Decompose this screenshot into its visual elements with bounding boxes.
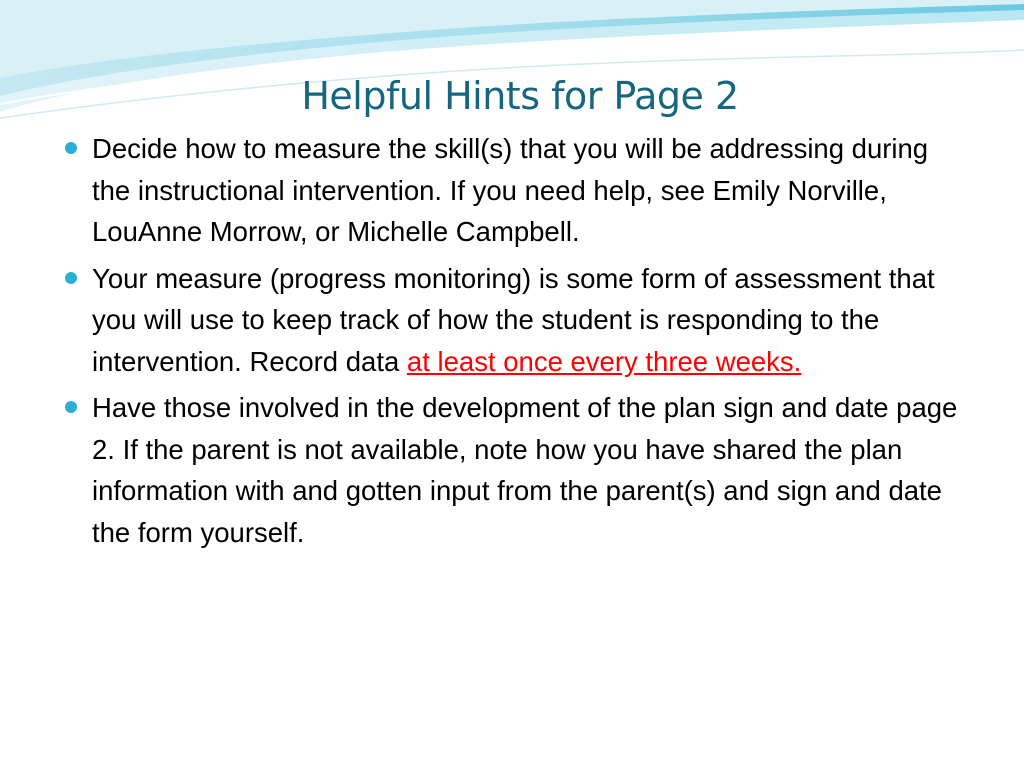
slide-title: Helpful Hints for Page 2 <box>301 74 739 118</box>
bullet-item <box>92 387 972 553</box>
bullet-text: Have those involved in the development of the plan sign and date page 2. If the parent is not available, note how you have shared the plan information with and gotten input from the parent(s) and sign and date the form yourself. <box>92 392 958 548</box>
bullet-list <box>92 128 972 558</box>
emphasized-deadline-text: at least once every three weeks. <box>406 345 802 377</box>
bullet-dot-icon <box>65 401 77 413</box>
bullet-item <box>92 128 972 253</box>
bullet-dot-icon <box>65 142 77 154</box>
bullet-text: Your measure (progress monitoring) is some form of assessment that you will use to keep track of how the student is responding to the intervention. Record data <box>92 262 935 377</box>
bullet-dot-icon <box>65 272 77 284</box>
bullet-item <box>92 258 972 383</box>
bullet-text: Decide how to measure the skill(s) that you will be addressing during the instructional intervention. If you need help, see Emily Norville, LouAnne Morrow, or Michelle Campbell. <box>92 133 929 247</box>
